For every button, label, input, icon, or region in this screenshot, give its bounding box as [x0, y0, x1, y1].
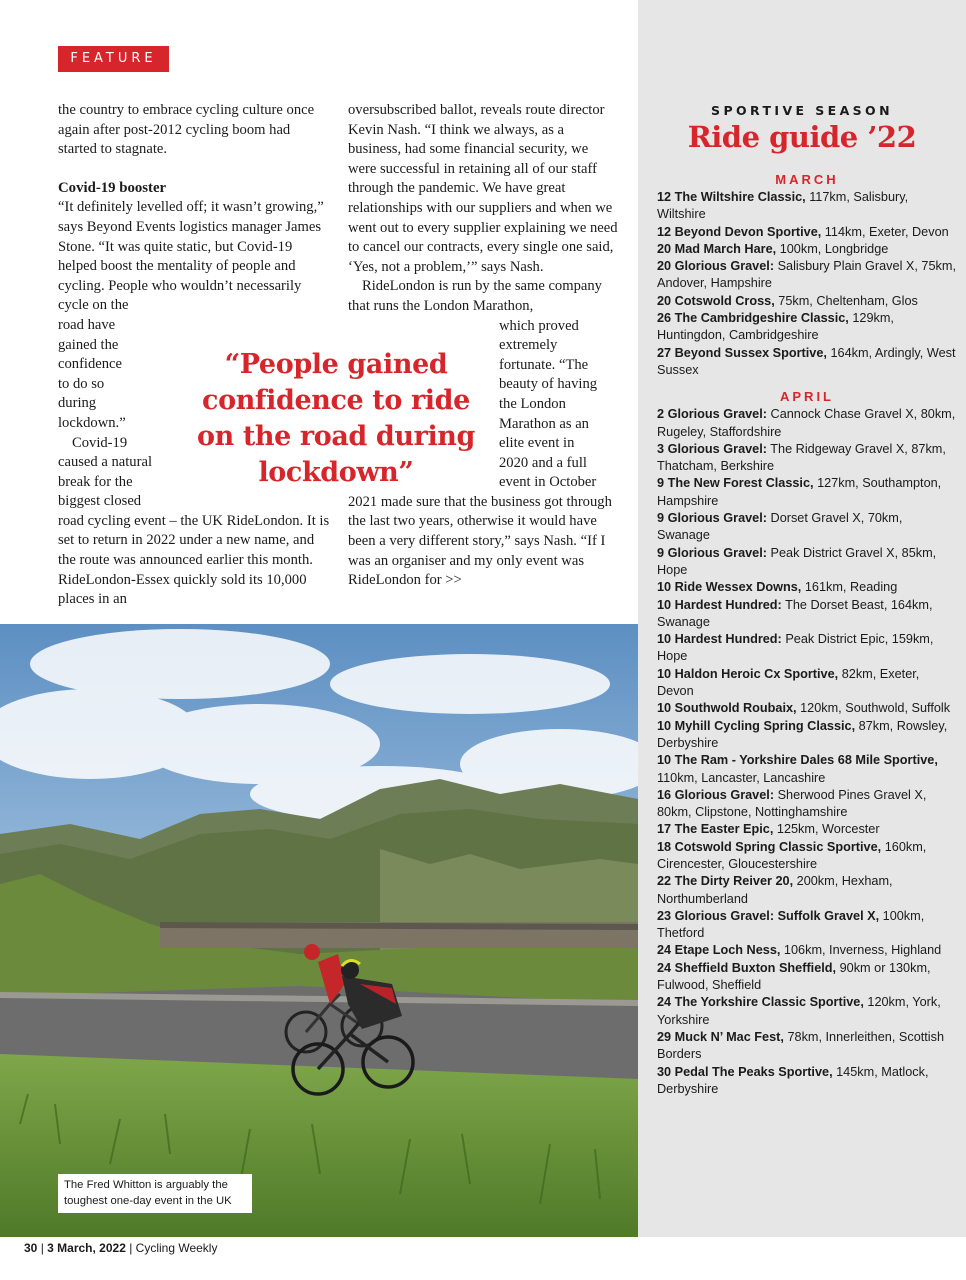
event-details: 145km, Matlock, Derbyshire [657, 1064, 929, 1096]
event-name: 24 The Yorkshire Classic Sportive, [657, 995, 864, 1010]
event-entry [657, 873, 957, 908]
text-line: caused a natural [58, 454, 152, 471]
event-name: 10 Ride Wessex Downs, [657, 580, 802, 595]
page-footer: 30 | 3 March, 2022 | Cycling Weekly [24, 1241, 218, 1255]
event-name: 3 Glorious Gravel: [657, 441, 767, 456]
text-line: extremely [499, 337, 558, 354]
article-column-2 [348, 101, 620, 591]
event-details: 161km, Reading [801, 580, 898, 595]
event-list [657, 171, 957, 1098]
event-details: 125km, Worcester [773, 822, 880, 837]
event-entry [657, 441, 957, 476]
event-name: 9 The New Forest Classic, [657, 476, 814, 491]
event-entry [657, 224, 957, 241]
event-entry [657, 752, 957, 787]
event-details: 78km, Innerleithen, Scottish Borders [657, 1029, 945, 1062]
paragraph: road cycling event – the UK RideLondon. It is set to return in 2022 under a new name, and the route was announced earlier this month. RideLondon-Essex quickly sold its 10,000 places in an [58, 512, 330, 608]
magazine-name: Cycling Weekly [135, 1241, 218, 1255]
event-details: 82km, Exeter, Devon [657, 666, 920, 699]
event-entry [657, 1064, 957, 1099]
event-name: 20 Mad March Hare, [657, 241, 777, 256]
event-name: 18 Cotswold Spring Classic Sportive, [657, 839, 882, 854]
wrapped-text [499, 317, 624, 493]
event-entry [657, 1029, 957, 1064]
event-name: 9 Glorious Gravel: [657, 545, 767, 560]
event-name: 30 Pedal The Peaks Sportive, [657, 1064, 833, 1079]
cyclists-photo [0, 624, 638, 1237]
event-details: 127km, Southampton, Hampshire [657, 476, 942, 508]
event-details: 160km, Cirencester, Gloucestershire [657, 839, 927, 871]
event-details: 87km, Rowsley, Derbyshire [657, 718, 948, 750]
text-line: elite event in [499, 435, 575, 452]
event-name: 10 Haldon Heroic Cx Sportive, [657, 666, 839, 681]
event-entry [657, 839, 957, 874]
text-line: biggest closed [58, 493, 142, 510]
event-details: 114km, Exeter, Devon [821, 224, 949, 239]
event-details: The Ridgeway Gravel X, 87km, Thatcham, Berkshire [657, 441, 946, 474]
event-entry [657, 406, 957, 441]
event-details: Cannock Chase Gravel X, 80km, Rugeley, Staffordshire [657, 407, 956, 439]
event-entry [657, 345, 957, 380]
event-name: 20 Cotswold Cross, [657, 293, 775, 308]
event-entry [657, 293, 957, 310]
text-line: which proved [499, 317, 579, 334]
event-entry [657, 821, 957, 838]
event-details: The Dorset Beast, 164km, Swanage [657, 597, 933, 629]
text-line: during [58, 395, 97, 412]
event-name: 26 The Cambridgeshire Classic, [657, 311, 849, 326]
event-entry [657, 718, 957, 753]
event-details: 117km, Salisbury, Wiltshire [657, 190, 909, 222]
event-entry [657, 189, 957, 224]
month-heading: MARCH [775, 172, 839, 187]
subheading: Covid-19 booster [58, 179, 167, 196]
event-name: 22 The Dirty Reiver 20, [657, 874, 794, 889]
event-name: 10 Hardest Hundred: [657, 597, 782, 612]
event-details: 100km, Longbridge [776, 241, 889, 256]
text-line: fortunate. “The [499, 356, 589, 373]
text-line: Marathon as an [499, 415, 589, 432]
event-details: 129km, Huntingdon, Cambridgeshire [657, 311, 894, 343]
event-details: 100km, Thetford [657, 908, 925, 941]
event-name: 12 Beyond Devon Sportive, [657, 224, 822, 239]
event-name: 29 Muck N’ Mac Fest, [657, 1029, 784, 1044]
event-entry [657, 510, 957, 545]
event-entry [657, 545, 957, 580]
text-line: gained the [58, 336, 119, 353]
text-line: confidence [58, 356, 123, 373]
text-line: event in October [499, 474, 597, 491]
event-name: 10 Southwold Roubaix, [657, 701, 797, 716]
event-name: 17 The Easter Epic, [657, 822, 774, 837]
paragraph: oversubscribed ballot, reveals route director Kevin Nash. “I think we always, as a business, had some financial security, we were successful in retaining all of our staff through the pandemic. We have great relationships with our suppliers and when we went out to every supplier explaining we need to cancel our contracts, every single one said, ‘Yes, not a problem,’” says Nash. [348, 102, 618, 275]
event-entry [657, 666, 957, 701]
photo-caption: The Fred Whitton is arguably the toughest one-day event in the UK [58, 1174, 252, 1213]
event-name: 2 Glorious Gravel: [657, 407, 767, 422]
text-line: road have [58, 316, 116, 333]
event-details: Salisbury Plain Gravel X, 75km, Andover, Hampshire [657, 259, 956, 291]
event-name: 27 Beyond Sussex Sportive, [657, 345, 827, 360]
text-line: the London [499, 395, 566, 412]
wrapped-text [58, 316, 166, 512]
event-details: 106km, Inverness, Highland [780, 943, 942, 958]
text-line: 2020 and a full [499, 454, 587, 471]
sidebar-kicker: SPORTIVE SEASON [711, 103, 893, 118]
page-number: 30 [24, 1241, 38, 1255]
text-line: beauty of having [499, 376, 598, 393]
event-details: 164km, Ardingly, West Sussex [657, 345, 956, 377]
month-heading: APRIL [780, 389, 834, 405]
event-details: Dorset Gravel X, 70km, Swanage [657, 511, 903, 543]
event-details: Sherwood Pines Gravel X, 80km, Clipstone, Nottinghamshire [657, 787, 927, 820]
ride-guide-sidebar [638, 0, 966, 1237]
event-name: 23 Glorious Gravel: Suffolk Gravel X, [657, 908, 880, 923]
event-entry [657, 475, 957, 510]
event-name: 9 Glorious Gravel: [657, 511, 767, 526]
event-entry [657, 700, 957, 717]
sidebar-title: Ride guide ’22 [687, 120, 917, 154]
event-details: 75km, Cheltenham, Glos [774, 293, 918, 308]
event-entry [657, 310, 957, 345]
text-line: to do so [58, 375, 105, 392]
event-entry [657, 597, 957, 632]
paragraph: “It definitely levelled off; it wasn’t growing,” says Beyond Events logistics manager James Stone. “It was quite static, but Covid-19 helped boost the mentality of people and cycling. People who wouldn’t necessarily cycle on the [58, 199, 324, 314]
event-name: 12 The Wiltshire Classic, [657, 190, 806, 204]
event-name: 10 Myhill Cycling Spring Classic, [657, 718, 856, 733]
section-tag: FEATURE [58, 46, 169, 72]
issue-date: 3 March, 2022 [47, 1241, 126, 1255]
event-details: 90km or 130km, Fulwood, Sheffield [657, 960, 931, 993]
paragraph: RideLondon is run by the same company that runs the London Marathon, [348, 278, 602, 314]
event-entry [657, 241, 957, 258]
event-name: 16 Glorious Gravel: [657, 787, 775, 802]
event-details: Peak District Gravel X, 85km, Hope [657, 545, 937, 577]
paragraph: the country to embrace cycling culture once again after post-2012 cycling boom had started to stagnate. [58, 102, 315, 158]
event-details: 120km, York, Yorkshire [657, 995, 941, 1027]
event-entry [657, 787, 957, 822]
event-entry [657, 579, 957, 596]
event-name: 24 Sheffield Buxton Sheffield, [657, 960, 837, 975]
text-line: Covid-19 [72, 434, 128, 451]
event-name: 20 Glorious Gravel: [657, 259, 775, 274]
pull-quote: “People gained confidence to ride on the road during lockdown” [196, 349, 476, 488]
event-name: 24 Etape Loch Ness, [657, 943, 781, 958]
event-details: 200km, Hexham, Northumberland [657, 874, 893, 906]
event-name: 10 Hardest Hundred: [657, 632, 782, 647]
event-details: 120km, Southwold, Suffolk [796, 701, 951, 716]
event-entry [657, 631, 957, 666]
event-details: Peak District Epic, 159km, Hope [657, 632, 934, 664]
text-line: break for the [58, 473, 133, 490]
paragraph: 2021 made sure that the business got through the last two years, otherwise it would have been a very different story,” says Nash. “If I was an organiser and my only event was RideLondon for >> [348, 493, 612, 589]
landscape-illustration [0, 624, 638, 1237]
event-entry [657, 258, 957, 293]
event-name: 10 The Ram - Yorkshire Dales 68 Mile Sportive, [657, 753, 938, 768]
event-entry [657, 908, 957, 943]
event-details: 110km, Lancaster, Lancashire [657, 770, 826, 785]
event-entry [657, 994, 957, 1029]
text-line: lockdown.” [58, 414, 126, 431]
event-entry [657, 942, 957, 959]
event-entry [657, 960, 957, 995]
